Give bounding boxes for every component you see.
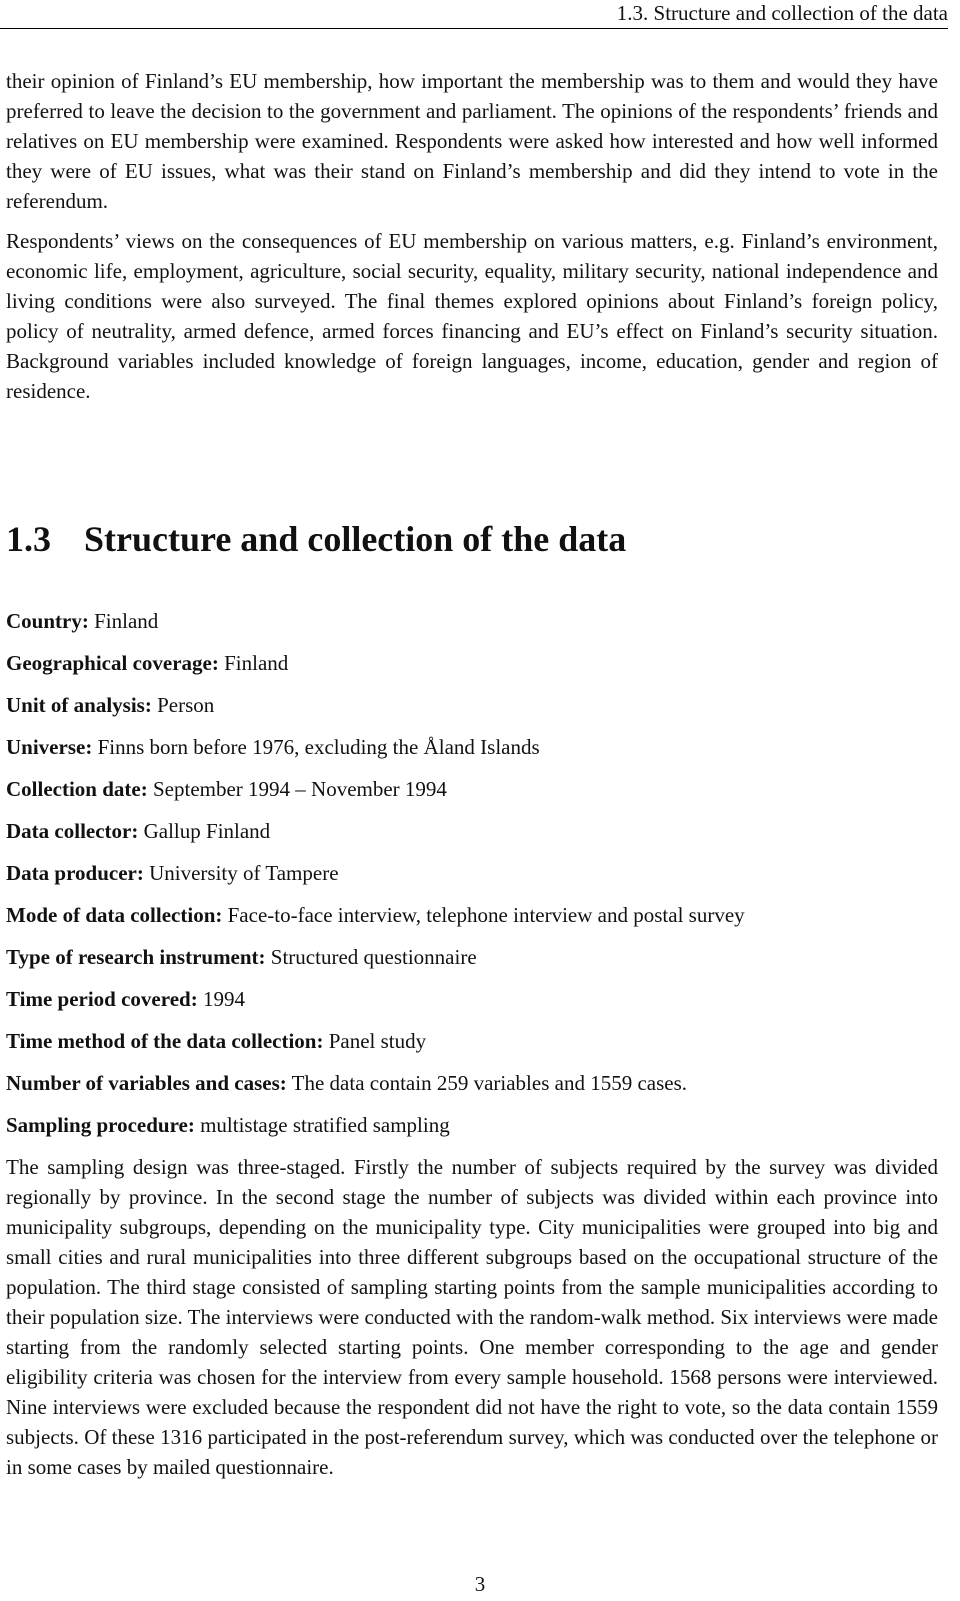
- field-value: 1994: [197, 987, 245, 1011]
- field-country: [6, 605, 938, 647]
- field-data-collector: [6, 815, 938, 857]
- field-value: Face-to-face interview, telephone interview and postal survey: [222, 903, 745, 927]
- field-sampling-procedure: [6, 1109, 938, 1151]
- field-value: multistage stratified sampling: [194, 1113, 450, 1137]
- section-heading: [6, 515, 626, 563]
- field-label: Mode of data collection:: [6, 903, 223, 927]
- field-value: Panel study: [323, 1029, 427, 1053]
- field-label: Universe:: [6, 735, 93, 759]
- paragraph-consequences: Respondents’ views on the consequences of EU membership on various matters, e.g. Finland’s environment, economic life, employment, agriculture, social security, equality, military security, national independence and living conditions were also surveyed. The final themes explored opinions about Finland’s foreign policy, policy of neutrality, armed defence, armed forces financing and EU’s effect on Finland’s security situation. Background variables included knowledge of foreign languages, income, education, gender and region of residence.: [6, 229, 938, 403]
- paragraph-opinions: their opinion of Finland’s EU membership, how important the membership was to them and would they have preferred to leave the decision to the government and parliament. The opinions of the respondents’ friends and relatives on EU membership were examined. Respondents were asked how interested and how well informed they were of EU issues, what was their stand on Finland’s membership and did they intend to vote in the referendum.: [6, 69, 938, 213]
- field-value: Gallup Finland: [138, 819, 271, 843]
- metadata-list: [6, 605, 938, 1151]
- field-label: Country:: [6, 609, 89, 633]
- field-label: Time period covered:: [6, 987, 198, 1011]
- page-number: 3: [474, 1572, 486, 1596]
- field-value: Finland: [88, 609, 159, 633]
- section-title: Structure and collection of the data: [84, 519, 627, 559]
- field-value: Finns born before 1976, excluding the Åland Islands: [92, 735, 540, 759]
- field-unit-of-analysis: [6, 689, 938, 731]
- field-data-producer: [6, 857, 938, 899]
- field-label: Collection date:: [6, 777, 148, 801]
- field-label: Geographical coverage:: [6, 651, 219, 675]
- field-label: Time method of the data collection:: [6, 1029, 324, 1053]
- field-value: University of Tampere: [143, 861, 339, 885]
- running-head: 1.3. Structure and collection of the data: [0, 0, 948, 29]
- field-collection-date: [6, 773, 938, 815]
- field-variables-cases: [6, 1067, 938, 1109]
- field-value: Person: [151, 693, 215, 717]
- field-label: Type of research instrument:: [6, 945, 266, 969]
- field-geographical-coverage: [6, 647, 938, 689]
- field-time-period: [6, 983, 938, 1025]
- field-value: Finland: [218, 651, 289, 675]
- field-time-method: [6, 1025, 938, 1067]
- field-value: The data contain 259 variables and 1559 cases.: [286, 1071, 688, 1095]
- field-value: Structured questionnaire: [265, 945, 477, 969]
- field-mode-of-collection: [6, 899, 938, 941]
- field-value: September 1994 – November 1994: [147, 777, 447, 801]
- section-number: 1.3: [6, 519, 51, 559]
- field-label: Data collector:: [6, 819, 139, 843]
- paragraph-sampling-design: The sampling design was three-staged. Firstly the number of subjects required by the survey was divided regionally by province. In the second stage the number of subjects was divided within each province into municipality subgroups, depending on the municipality type. City municipalities were grouped into big and small cities and rural municipalities into three different subgroups based on the occupational structure of the population. The third stage consisted of sampling starting points from the sample municipalities according to their population size. The interviews were conducted with the random-walk method. Six interviews were made starting from the randomly selected starting points. One member corresponding to the age and gender eligibility criteria was chosen for the interview from every sample household. 1568 persons were interviewed. Nine interviews were excluded because the respondent did not have the right to vote, so the data contain 1559 subjects. Of these 1316 participated in the post-referendum survey, which was conducted over the telephone or in some cases by mailed questionnaire.: [6, 1155, 938, 1479]
- field-universe: [6, 731, 938, 773]
- field-research-instrument: [6, 941, 938, 983]
- field-label: Data producer:: [6, 861, 144, 885]
- field-label: Sampling procedure:: [6, 1113, 195, 1137]
- field-label: Number of variables and cases:: [6, 1071, 287, 1095]
- field-label: Unit of analysis:: [6, 693, 152, 717]
